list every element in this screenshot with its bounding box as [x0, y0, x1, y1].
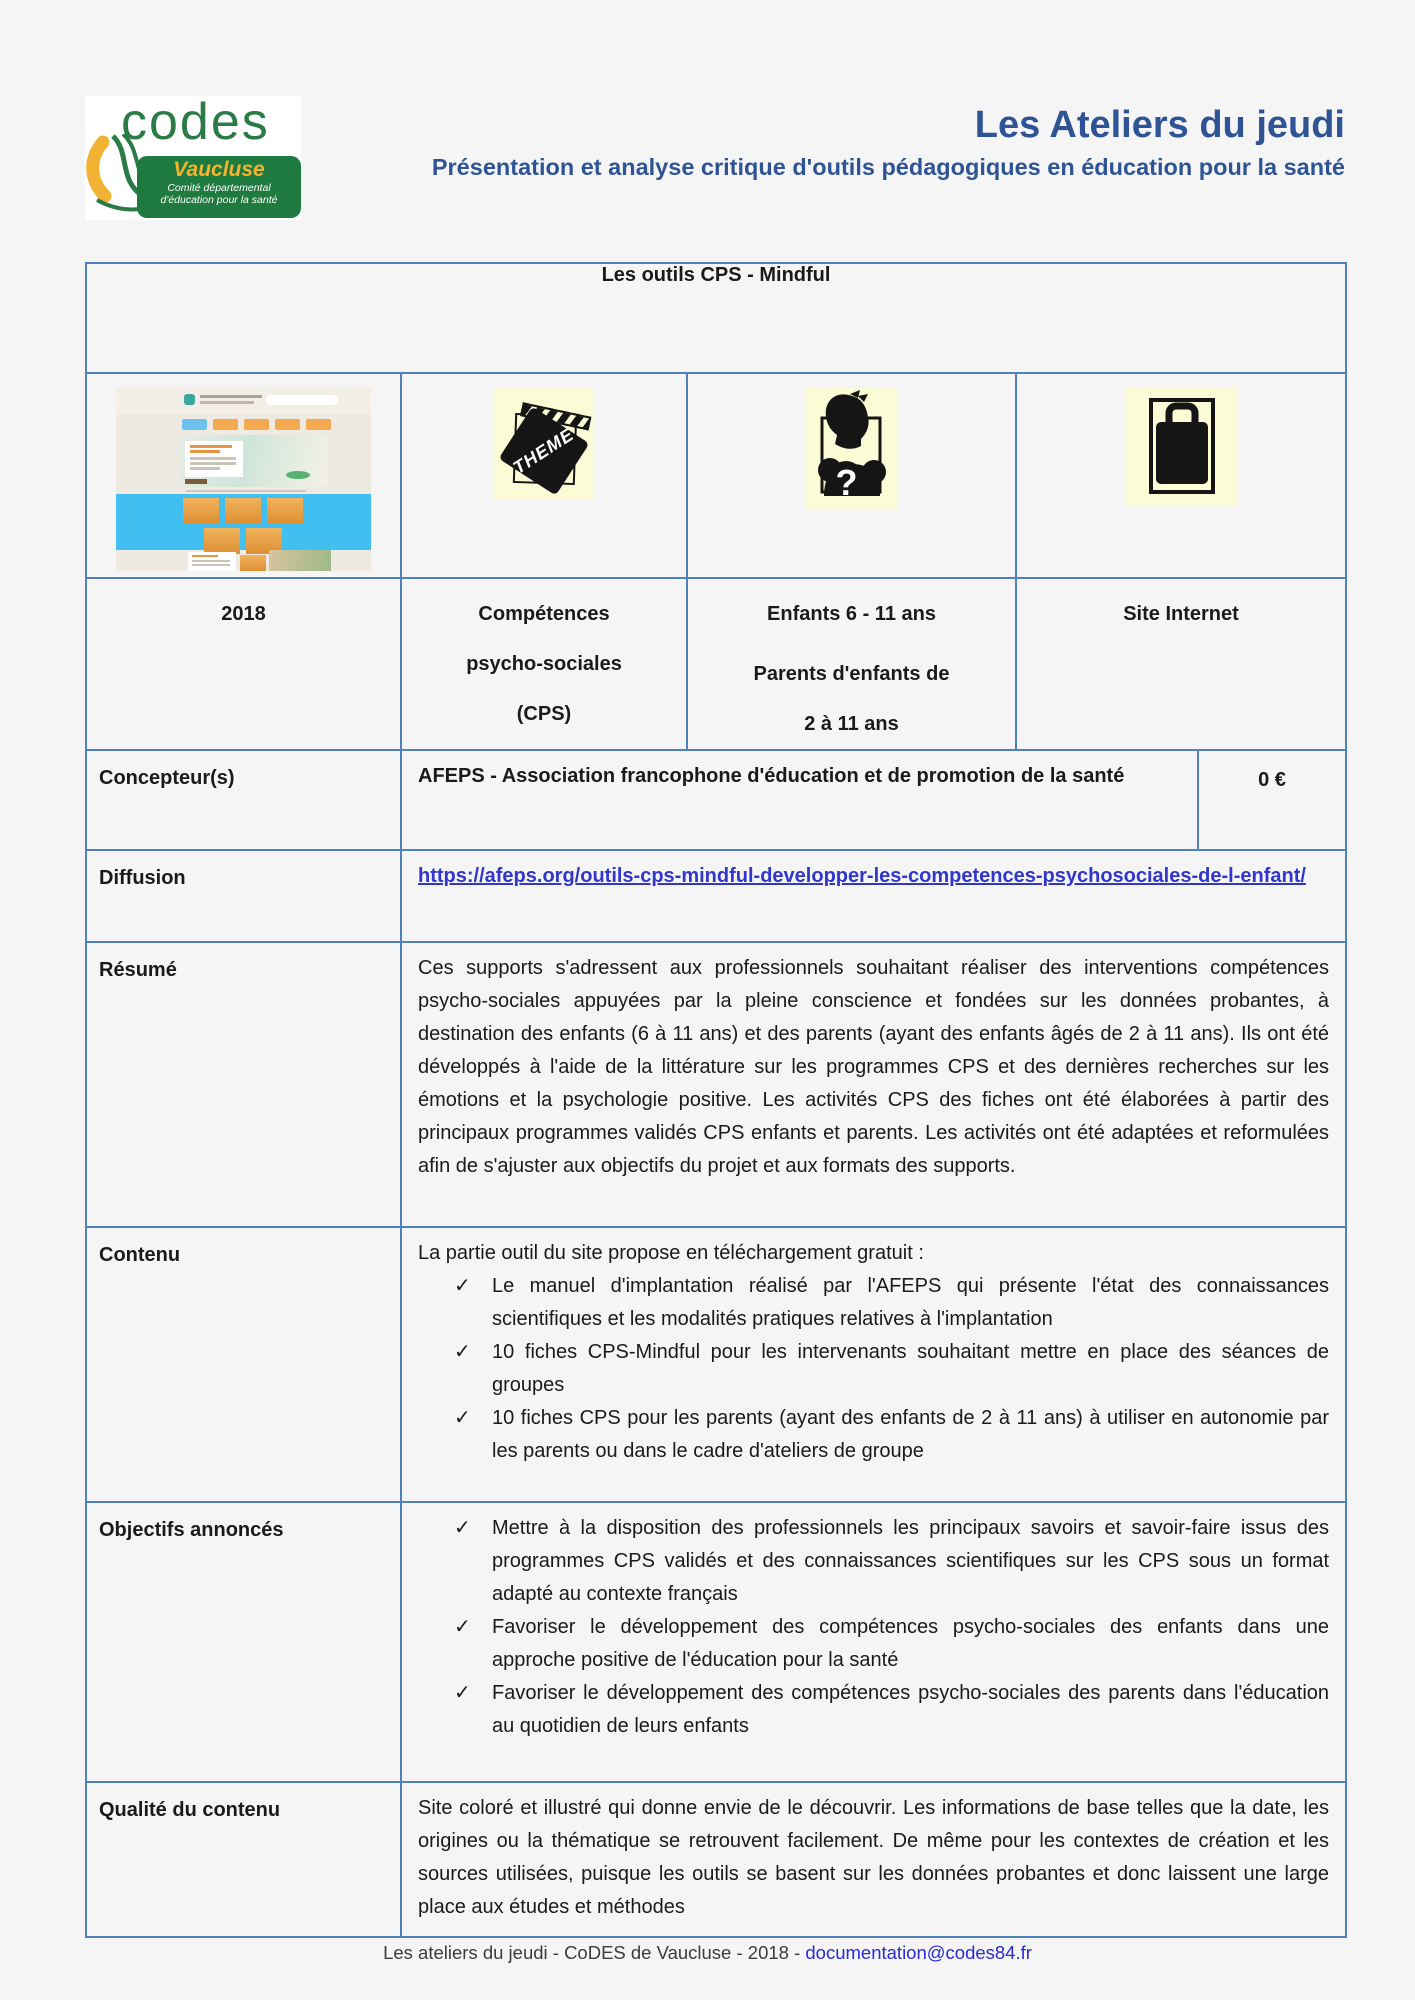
row-label-diffusion: Diffusion — [86, 850, 401, 942]
footer-email-link[interactable]: documentation@codes84.fr — [805, 1942, 1032, 1963]
page-footer — [0, 1942, 1415, 1964]
logo-tagline-line2: d'éducation pour la santé — [160, 194, 278, 206]
question-person-icon — [806, 388, 898, 510]
page-subtitle: Présentation et analyse critique d'outils pédagogiques en éducation pour la santé — [431, 154, 1345, 180]
website-thumbnail — [116, 388, 371, 571]
row-label-objectifs: Objectifs annoncés — [86, 1502, 401, 1782]
objectifs-cell — [401, 1502, 1346, 1782]
tool-title: Les outils CPS - Mindful — [86, 263, 1346, 373]
theme-icon-label: THEME — [509, 423, 578, 478]
media-cell-website — [86, 373, 401, 578]
contenu-intro: La partie outil du site propose en téléchargement gratuit : — [418, 1242, 924, 1264]
check-icon: ✓ — [454, 1275, 471, 1297]
media-cell-audience — [687, 373, 1016, 578]
check-icon: ✓ — [454, 1341, 471, 1363]
check-icon: ✓ — [454, 1517, 471, 1539]
list-item: ✓ Favoriser le développement des compétences psycho-sociales des enfants dans une approche positive de l'éducation pour la santé — [418, 1611, 1329, 1677]
list-item: ✓ 10 fiches CPS pour les parents (ayant des enfants de 2 à 11 ans) à utiliser en autonomie par les parents ou dans le cadre d'ateliers de groupe — [418, 1402, 1329, 1468]
check-icon: ✓ — [454, 1407, 471, 1429]
footer-text: Les ateliers du jeudi - CoDES de Vaucluse - 2018 - — [383, 1942, 806, 1963]
row-label-resume: Résumé — [86, 942, 401, 1227]
logo-banner — [137, 156, 301, 218]
codes-vaucluse-logo — [85, 93, 301, 220]
row-label-qualite: Qualité du contenu — [86, 1782, 401, 1937]
question-glyph: ? — [835, 462, 858, 503]
diffusion-link[interactable]: https://afeps.org/outils-cps-mindful-developper-les-competences-psychosociales-de-l-enfant/ — [418, 865, 1306, 887]
media-cell-theme — [401, 373, 687, 578]
list-item: ✓ Le manuel d'implantation réalisé par l'AFEPS qui présente l'état des connaissances scientifiques et les modalités pratiques relatives à l'implantation — [418, 1270, 1329, 1336]
theme-clapperboard-icon — [494, 388, 594, 500]
contenu-cell — [401, 1227, 1346, 1502]
row-label-contenu: Contenu — [86, 1227, 401, 1502]
format-cell: Site Internet — [1016, 578, 1346, 750]
check-icon: ✓ — [454, 1616, 471, 1638]
qualite-text: Site coloré et illustré qui donne envie de le découvrir. Les informations de base telles que la date, les origines ou la thématique se retrouvent facilement. De même pour les contextes de création et les sources utilisées, puisque les outils se basent sur les données probantes et donc laissent une large place aux études et méthodes — [401, 1782, 1346, 1937]
audience-cell: Enfants 6 - 11 ans Parents d'enfants de 2 à 11 ans — [687, 578, 1016, 750]
resume-text: Ces supports s'adressent aux professionnels souhaitant réaliser des interventions compétences psycho-sociales appuyées par la pleine conscience et fondées sur les données probantes, à destination des enfants (6 à 11 ans) et des parents (ayant des enfants âgés de 2 à 11 ans). Ils ont été développés à l'aide de la littérature sur les programmes CPS et des dernières recherches sur les émotions et la psychologie positive. Les activités CPS des fiches ont été élaborées à partir des principaux programmes validés CPS enfants et parents. Les activités ont été adaptées et reformulées afin de s'ajuster aux objectifs du projet et aux formats des supports. — [401, 942, 1346, 1227]
briefcase-icon — [1125, 388, 1237, 506]
list-item: ✓ Mettre à la disposition des professionnels les principaux savoirs et savoir-faire issus des programmes CPS validés et des connaissances scientifiques sur les CPS sous un format adapté au contexte français — [418, 1512, 1329, 1611]
diffusion-cell — [401, 850, 1346, 942]
concepteur-value: AFEPS - Association francophone d'éducation et de promotion de la santé — [401, 750, 1198, 850]
row-label-concepteur: Concepteur(s) — [86, 750, 401, 850]
logo-region-text: Vaucluse — [173, 158, 265, 181]
theme-cell: Compétences psycho-sociales (CPS) — [401, 578, 687, 750]
list-item: ✓ 10 fiches CPS-Mindful pour les intervenants souhaitant mettre en place des séances de groupes — [418, 1336, 1329, 1402]
media-cell-format — [1016, 373, 1346, 578]
price-value: 0 € — [1198, 750, 1346, 850]
tool-sheet-table — [85, 262, 1345, 1938]
logo-brand-text: codes — [121, 93, 270, 151]
page-title: Les Ateliers du jeudi — [974, 104, 1345, 146]
logo-tagline-line1: Comité départemental — [167, 182, 271, 194]
header-titles — [432, 104, 1345, 181]
year-cell: 2018 — [86, 578, 401, 750]
list-item: ✓ Favoriser le développement des compétences psycho-sociales des parents dans l'éducation au quotidien de leurs enfants — [418, 1677, 1329, 1743]
check-icon: ✓ — [454, 1682, 471, 1704]
